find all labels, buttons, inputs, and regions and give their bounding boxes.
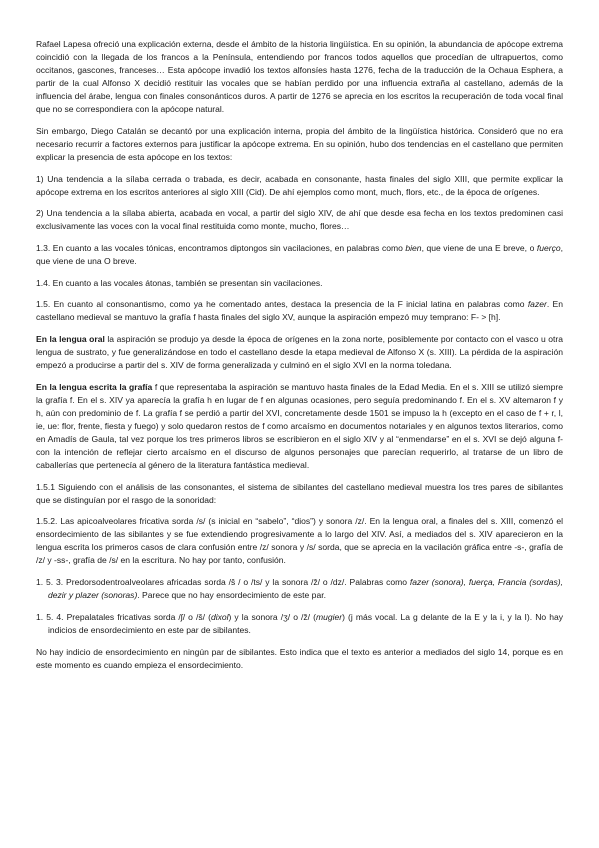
example-word: fuerço — [536, 242, 561, 253]
paragraph-prepalatales: 1. 5. 4. Prepalatales fricativas sorda /ʃ/ o /š/ (dixol) y la sonora /ʒ/ o /ž/ (mugier) (j más vocal. La g delante de la E y la i, y la I). No hay indicios de ensordecimiento en este par de sibilantes. — [36, 611, 563, 635]
bold-lead: En la lengua escrita la grafía — [36, 381, 153, 392]
example-words: fazer (sonora), fuerça, Francia (sordas), dezir y plazer (sonoras) — [48, 577, 563, 601]
paragraph-sibilantes: 1.5.1 Siguiendo con el análisis de las consonantes, el sistema de sibilantes del castellano medieval muestra los tres pares de sibilantes que se distinguían por el rasgo de la sonoridad: — [36, 481, 563, 505]
example-word: dixol — [210, 611, 229, 622]
paragraph-consonantismo: 1.5. En cuanto al consonantismo, como ya he comentado antes, destaca la presencia de la F inicial latina en palabras como fazer. En castellano medieval se mantuvo la grafía f hasta finales del siglo XV, aunque la aspiración empezó muy temprano: F- > [h]. — [36, 299, 563, 323]
example-word: mugier — [315, 611, 343, 622]
paragraph-lengua-oral: En la lengua oral la aspiración se produjo ya desde la época de orígenes en la zona norte, posiblemente por contacto con el vasco u otra lengua de sustrato, y fue generalizándose en todo el castellano desde la etapa medieval de Alfonso X (s. XIII). La pérdida de la aspiración empezó a producirse a partir del s. XIV de forma generalizada y culminó en el siglo XVI en la norma toledana. — [36, 334, 563, 371]
paragraph-tendency-2: 2) Una tendencia a la sílaba abierta, acabada en vocal, a partir del siglo XIV, de ahí que desde esa fecha en los textos predominen casi exclusivamente las voces con la vocal final restituida como monte, mucho, flores… — [36, 208, 563, 232]
paragraph-vocales-tonicas: 1.3. En cuanto a las vocales tónicas, encontramos diptongos sin vacilaciones, en palabras como bien, que viene de una E breve, o fuerço, que viene de una O breve. — [36, 242, 563, 267]
paragraph-apicoalveolares: 1.5.2. Las apicoalveolares fricativa sorda /s/ (s inicial en “sabelo”, “dios”) y sonora /z/. En la lengua oral, a finales del s. XIII, comenzó el ensordecimiento de las sibilantes y se fue extendiendo progresivamente a lo largo del XIV. Así, a mediados del s. XIV aparecieron en la lengua escrita los primeros casos de clara confusión entre /z/ sonora y /s/ sorda, que se aprecia en la vacilación gráfica entre -s-, grafía de /z/ y -ss-, grafía de /s/ en la escritura. No hay por tanto, confusión. — [36, 516, 563, 566]
paragraph-conclusion: No hay indicio de ensordecimiento en ningún par de sibilantes. Esto indica que el texto es anterior a mediados del siglo 14, porque es en este momento es cuando empieza el ensordecimiento. — [36, 646, 563, 670]
example-word: bien — [405, 242, 422, 253]
paragraph-vocales-atonas: 1.4. En cuanto a las vocales átonas, también se presentan sin vacilaciones. — [36, 277, 323, 288]
paragraph-tendency-1: 1) Una tendencia a la sílaba cerrada o trabada, es decir, acabada en consonante, hasta finales del siglo XIII, que permite explicar la apócope extrema en los escritos anteriores al siglo XIII (Cid). De ahí ejemplos como mont, much, flors, etc., de la época de orígenes. — [36, 173, 563, 197]
paragraph-lengua-escrita: En la lengua escrita la grafía f que representaba la aspiración se mantuvo hasta finales de la Edad Media. En el s. XIII se utilizó siempre la grafía f. En el s. XIV ya aparecía la grafía h en lugar de f en algunas ocasiones, pero seguía predominando f. En el s. XV altemaron f y h, aún con predominio de f. La grafía f se perdió a partir del XVI, concretamente desde 1501 se impuso la h (excepto en el caso de f + r, l, ie, ue: flor, frente, fiesta y fuego) y solo quedaron restos de f como arcaísmo en documentos notariales y en algunos textos literarios, como en Amadís de Gaula, tal vez porque los tres primeros libros se escribieron en el siglo XIV y al “enmendarse” en el s. XVI se dejó alguna f- con la intención de reflejar cierto arcaísmo en el discurso de algunos personajes que parecían requerirlo, al tratarse de un libro de caballerías que pertenecía al género de la literatura fantástica medieval. — [36, 381, 563, 471]
document-page — [36, 38, 563, 680]
paragraph-predorsodentoalveolares: 1. 5. 3. Predorsodentroalveolares africadas sorda /ŝ / o /ts/ y la sonora /ẑ/ o /dz/. Palabras como fazer (sonora), fuerça, Francia (sordas), dezir y plazer (sonoras). Parece que no hay ensordecimiento de este par. — [36, 577, 563, 601]
paragraph-catalan: Sin embargo, Diego Catalán se decantó por una explicación interna, propia del ámbito de la lingüística histórica. Consideró que no era necesario recurrir a factores externos para justificar la apócope extrema. En su opinión, hubo dos tendencias en el castellano que permiten explicar la presencia de esta apócope en los textos: — [36, 125, 563, 162]
example-word: fazer — [527, 299, 547, 310]
bold-lead: En la lengua oral — [36, 334, 105, 344]
paragraph-lapesa: Rafael Lapesa ofreció una explicación externa, desde el ámbito de la historia lingüística. En su opinión, la abundancia de apócope extrema coincidió con la llegada de los francos a la Península, entendiendo por francos todos aquellos que procedían de ultrapuertos, como occitanos, gascones, franceses… Esta apócope invadió los textos alfonsíes hasta 1276, fecha de la traducción de la Ochaua Esphera, a partir de la cual Alfonso X decidió restituir las vocales que se habían perdido por una influencia extraña al castellano, además de la influencia del árabe, lengua con finales consonánticos duros. A partir de 1276 se aprecia en los escritos la recuperación de toda vocal final que no se correspondiera con la apócope natural. — [36, 39, 563, 115]
